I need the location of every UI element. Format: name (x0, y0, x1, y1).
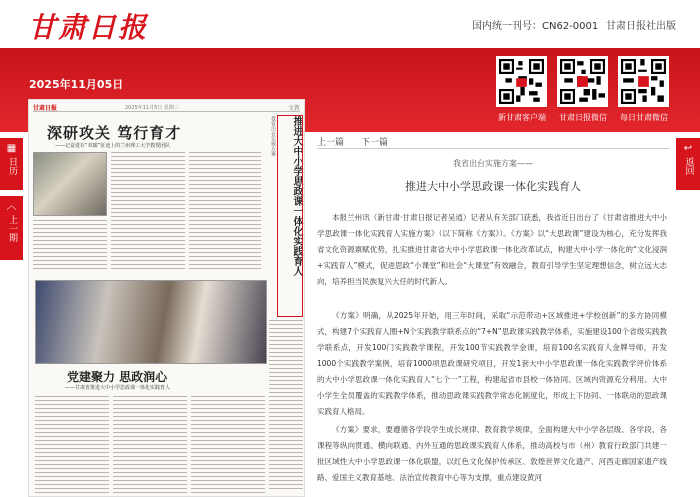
paper-header (33, 103, 300, 112)
prev-issue-tab[interactable] (0, 196, 23, 260)
back-tab[interactable] (676, 138, 700, 190)
article-paragraph: 《方案》明确，从2025年开始，用三年时间，采取“示范带动+区域推进+学校创新”的多方协同模式，构建7个实践育人圈+N个实践教学联系点的“7+N”思政课实践教学体系，实施建设100个省级实践教学联系点，开发100门实践教学课程，开发100节实践教学金课，培育100名实践育人金牌导师，开发1000个实践教学案例，培育1000项思政课研究项目，开发1套大中小学思政课一体化实践教学评价体系的大中小学思政课一体化实践育人“七个一”工程，构建起省市县校一体协同、区域内资源充分利用、大中小学生全员覆盖的实践教学体系，推动思政课实践教学常态化制度化，形成上下协同、一体联动的思政课实践育人格局。 (317, 311, 667, 416)
paper-text-block (113, 396, 187, 494)
paper-page-label: 文教 (287, 105, 300, 112)
back-arrow-icon: ↩ (683, 143, 693, 154)
paper-text-block (269, 320, 303, 490)
chevron-up-icon: ︿ (6, 201, 17, 212)
paper-masthead: 甘肃日报 (33, 105, 58, 112)
paper-photo-1 (33, 152, 107, 216)
qr-code-gansu-daily-wechat (557, 56, 608, 107)
qr-code-icon (499, 59, 544, 104)
top-bar (0, 0, 700, 48)
paper-text-block (111, 152, 185, 272)
issue-date: 2025年11月05日 (29, 78, 124, 91)
newspaper-page-thumbnail[interactable] (28, 99, 305, 497)
paper-subtitle-1: ——记奋进在“双碳”征途上的兰州理工大学教授团队 (55, 143, 171, 149)
publisher-text: 甘肃日报社出版 (606, 21, 676, 32)
paper-photo-2 (35, 280, 267, 364)
prev-article-link[interactable]: 上一篇 (317, 138, 345, 148)
qr-label-gansu-daily-wechat: 甘肃日报微信 (559, 113, 607, 122)
qr-label-daily-gansu-wechat: 每日甘肃微信 (620, 113, 668, 122)
qr-code-client (496, 56, 547, 107)
qr-code-daily-gansu-wechat (618, 56, 669, 107)
paper-headline-2[interactable]: 党建聚力 思政润心 (67, 370, 168, 384)
article-paragraph: 《方案》要求，要遵循各学段学生成长规律、教育教学规律，全面构建大中小学各层级、各学段、各课程等纵向贯通、横向联通、内外互通的思政课实践育人体系，推动高校与市（州）教育行政部门共建一批区域性大中小学思政课一体化联盟，以红色文化保护传承区、敦煌世界文化遗产、河西走廊国家遗产线路、爱国主义教育基地、法治宣传教育中心等为支撑，重点建设黄河 (317, 425, 667, 482)
paper-subtitle-2: ——甘肃省推进大中小学思政课一体化实践育人 (65, 385, 171, 391)
paper-side-caption: 我省出台实施方案 (270, 116, 276, 156)
next-article-link[interactable]: 下一篇 (361, 138, 389, 148)
paper-side-headline[interactable]: 推进大中小学思政课一体化实践育人 (278, 116, 302, 316)
calendar-tab-label: 日历 (7, 157, 17, 175)
paper-text-block (189, 152, 261, 272)
back-tab-label: 返回 (683, 157, 694, 175)
site-logo[interactable]: 甘肃日报 (28, 11, 149, 44)
calendar-icon: ▦ (6, 143, 17, 154)
article-panel (310, 132, 676, 497)
article-kicker: 我省出台实施方案—— (453, 159, 533, 168)
paper-text-block (35, 396, 109, 494)
article-paragraph: 本报兰州讯（新甘肃·甘肃日报记者吴逍）记者从有关部门获悉，我省近日出台了《甘肃省推进大中小学思政课一体化实践育人实施方案》（以下简称《方案》）。《方案》以“大思政课”建设为核心，充分发挥我省文化资源禀赋优势，扎实推进甘肃省大中小学思政课一体化改革试点，构建大中小学一体化的“文化浸润+实践育人”模式，促进思政“小课堂”和社会“大课堂”有效融合，教育引导学生坚定理想信念，树立远大志向，培养担当民族复兴大任的时代新人。 (317, 213, 667, 286)
paper-text-block (33, 220, 107, 272)
qr-code-icon (621, 59, 666, 104)
paper-date-line: 2025年11月5日 星期三 (125, 105, 179, 111)
cn-code-text: 国内统一刊号：CN62-0001 (472, 21, 599, 32)
divider (317, 148, 669, 149)
qr-label-client: 新甘肃客户端 (498, 113, 546, 122)
paper-headline-1[interactable]: 深研攻关 笃行育才 (47, 124, 182, 142)
paper-text-block (191, 396, 265, 494)
qr-code-icon (560, 59, 605, 104)
article-headline: 推进大中小学思政课一体化实践育人 (405, 180, 581, 193)
calendar-tab[interactable] (0, 138, 23, 190)
prev-issue-tab-label: 上一期 (7, 215, 17, 242)
